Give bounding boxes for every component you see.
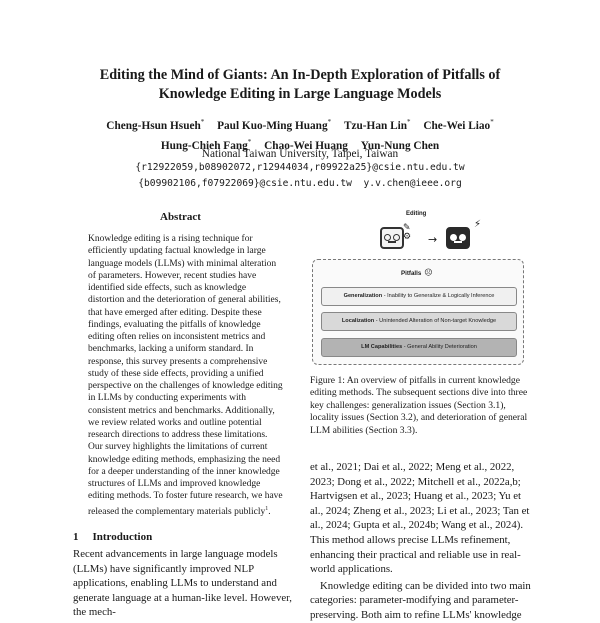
paper-title (40, 66, 560, 104)
pitfall-lm-capabilities: LM Capabilities - General Ability Deterioration (321, 338, 517, 357)
email-line-1: {r12922059,b08902072,r12944034,r09922a25}@csie.ntu.edu.tw (135, 162, 465, 173)
title-line-2: Knowledge Editing in Large Language Models (158, 86, 442, 102)
paragraph: et al., 2021; Dai et al., 2022; Meng et al., 2022, 2023; Dong et al., 2022; Mitchell et al., 2022a,b; Hartvigsen et al., 2023; Huang et al., 2023; Yu et al., 2024; Zheng et al., 2023; Li et al., 2023; Tan et al., 2024; Gupta et al., 2024b; Wang et al., 2024). This method allows precise LLMs refinement, enhancing their practical and reliable use in real-world applications. (310, 461, 530, 576)
edit-tools-icon: ✎ ⚙ (403, 223, 412, 242)
intro-body: Recent advancements in large language models (LLMs) have significantly improved NLP applications, enabling LLMs to understand and generate language at a human-like level. However, the mech- (73, 548, 293, 619)
footnote-mark: 1 (265, 505, 269, 512)
author: Hung-Chieh Fang* (160, 137, 252, 152)
pitfalls-label: Pitfalls ☹ (401, 268, 433, 277)
author: Che-Wei Liao* (423, 118, 494, 132)
abstract-heading: Abstract (160, 211, 201, 223)
emails (40, 160, 560, 192)
author: Chao-Wei Huang (264, 139, 348, 152)
author: Paul Kuo-Ming Huang* (217, 118, 332, 132)
right-column-body (310, 460, 534, 623)
abstract-body: Knowledge editing is a rising technique for efficiently updating factual knowledge in large language models (LLMs) with minimal alteration of parameters. However, recent studies have identified side effects, such as knowledge distortion and the deterioration of general abilities, that have emerged after editing. Despite these findings, evaluating the pitfalls of knowledge editing often relies on inconsistent metrics and benchmarks, lacking a uniform standard. In response, this survey presents a comprehensive study of these side effects, providing a unified perspective on the challenges of knowledge editing in LLMs by conducting experiments with consistent metrics and benchmarks. Additionally, we review related works and outline potential research directions to address these limitations. Our survey highlights the limitations of current knowledge editing methods, emphasizing the need for a deeper understanding of the inner knowledge structures of LLMs and improved knowledge editing methods. To foster future research, we have released the complementary materials publicly$^1$. (88, 234, 283, 517)
author: Tzu-Han Lin* (343, 118, 411, 132)
pitfalls-box (312, 259, 524, 365)
figure-caption: Figure 1: An overview of pitfalls in current knowledge editing methods. The subsequent sections dive into three key challenges: generalization issues (Section 3.1), locality issues (Section 3.2), and deterioration of general LLM abilities (Section 3.3). (310, 375, 528, 436)
spark-icon: ⚡ (474, 219, 482, 230)
affiliation: National Taiwan University, Taipei, Taiwan (201, 148, 399, 160)
pitfall-localization: Localization - Unintended Alteration of Non-target Knowledge (321, 312, 517, 331)
author: Cheng-Hsun Hsueh* (106, 118, 205, 132)
editing-label: Editing (406, 211, 427, 217)
confused-face-icon: ☹ (424, 268, 433, 277)
figure-1 (310, 205, 530, 365)
pitfall-generalization: Generalization - Inability to Generalize & Logically Inference (321, 287, 517, 306)
arrow-icon: → (428, 233, 438, 246)
section-heading: 1 Introduction (73, 531, 153, 543)
paragraph: Knowledge editing can be divided into two main categories: parameter-modifying and parameter-preserving. Both aim to refine LLMs' knowledge (310, 579, 531, 621)
title-line-1: Editing the Mind of Giants: An In-Depth Exploration of Pitfalls of (99, 67, 501, 83)
author: Yun-Nung Chen (360, 139, 440, 152)
edited-robot-icon (446, 227, 470, 249)
robot-icon (380, 227, 404, 249)
email-line-2: {b09902106,f07922069}@csie.ntu.edu.tw y.v.chen@ieee.org (138, 178, 462, 189)
